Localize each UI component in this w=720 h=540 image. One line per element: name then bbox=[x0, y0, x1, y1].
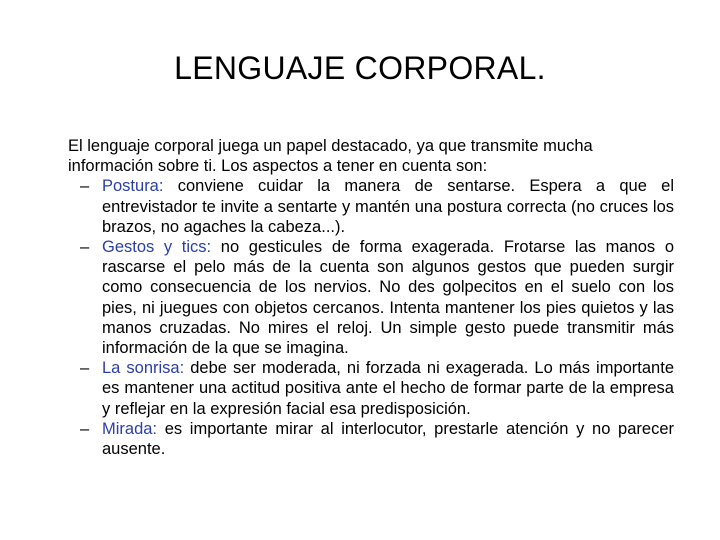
bullet-text: debe ser moderada, ni forzada ni exagerada. Lo más importante es mantener una actitud positiva ante el hecho de formar parte de la empresa y reflejar en la expresión facial esa predisposición. bbox=[102, 359, 674, 418]
bullet-dash: – bbox=[80, 359, 90, 378]
bullet-text: es importante mirar al interlocutor, prestarle atención y no parecer ausente. bbox=[102, 419, 674, 459]
bullet-list bbox=[68, 176, 674, 459]
bullet-item-mirada bbox=[68, 419, 674, 459]
intro-paragraph: El lenguaje corporal juega un papel destacado, ya que transmite mucha información sobre ti. Los aspectos a tener en cuenta son: bbox=[68, 137, 593, 176]
slide-title: LENGUAJE CORPORAL. bbox=[174, 50, 546, 86]
bullet-text: no gesticules de forma exagerada. Frotarse las manos o rascarse el pelo más de la cuenta son algunos gestos que pueden surgir como consecuencia de los nervios. No des golpecitos en el suelo con los pies, ni juegues con objetos cercanos. Intenta mantener los pies quietos y las manos cruzadas. No mires el reloj. Un simple gesto puede transmitir más información de la que se imagina. bbox=[102, 238, 674, 358]
bullet-term: Postura: bbox=[102, 177, 164, 196]
bullet-dash: – bbox=[80, 419, 90, 438]
bullet-dash: – bbox=[80, 238, 90, 257]
bullet-item-postura bbox=[68, 176, 674, 237]
bullet-text: conviene cuidar la manera de sentarse. Espera a que el entrevistador te invite a sentarte y mantén una postura correcta (no cruces los brazos, no agaches la cabeza...). bbox=[102, 177, 674, 236]
bullet-dash: – bbox=[80, 177, 90, 196]
slide-body bbox=[68, 136, 674, 459]
bullet-item-gestos bbox=[68, 237, 674, 358]
bullet-term: Gestos y tics: bbox=[102, 238, 212, 257]
bullet-term: Mirada: bbox=[102, 419, 158, 438]
bullet-item-sonrisa bbox=[68, 358, 674, 419]
bullet-term: La sonrisa: bbox=[102, 359, 185, 378]
